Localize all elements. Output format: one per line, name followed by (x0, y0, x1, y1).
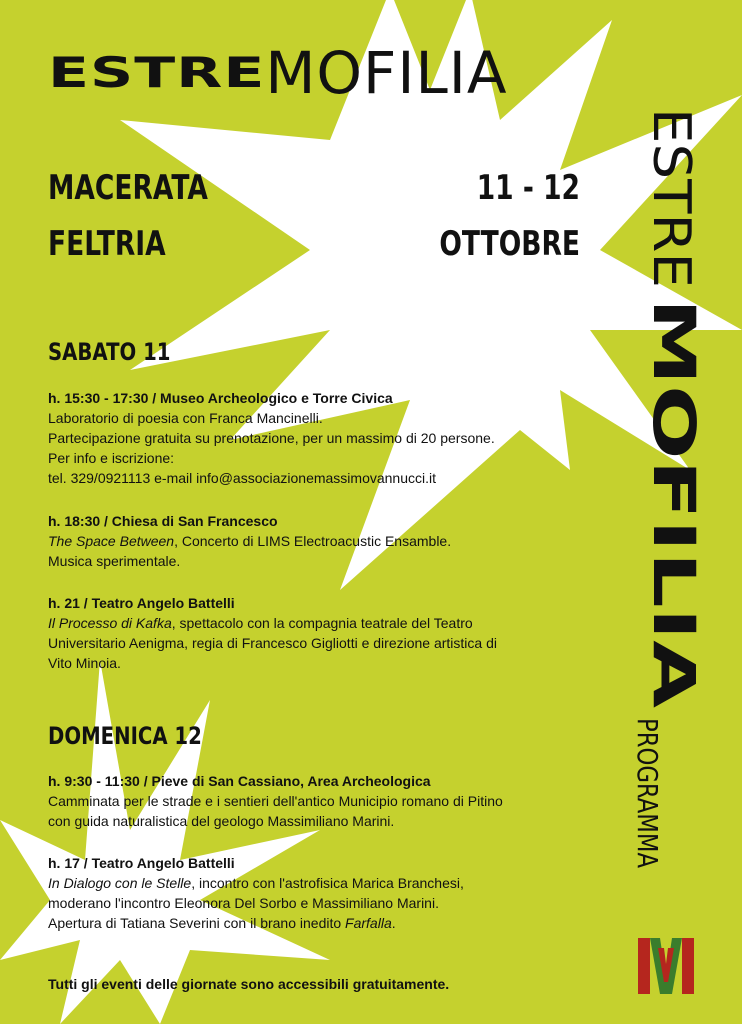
event-title-italic: Il Processo di Kafka (48, 615, 172, 631)
event-header: h. 18:30 / Chiesa di San Francesco (48, 513, 278, 529)
sunday-event-2 (48, 853, 608, 933)
event-line: Camminata per le strade e i sentieri dell'antico Municipio romano di Pitino (48, 793, 503, 809)
sunday-event-1 (48, 771, 608, 831)
small-star-shape (0, 660, 330, 1024)
event-line: moderano l'incontro Eleonora Del Sorbo e Massimiliano Marini. (48, 895, 439, 911)
saturday-event-3 (48, 593, 608, 673)
event-line: Partecipazione gratuita su prenotazione, per un massimo di 20 persone. (48, 430, 495, 446)
event-desc: , Concerto di LIMS Electroacustic Ensamble. (174, 533, 452, 549)
event-line (48, 613, 608, 633)
event-desc: Apertura di Tatiana Severini con il brano inedito (48, 915, 346, 931)
event-title-italic: In Dialogo con le Stelle (48, 875, 192, 891)
event-title-italic: The Space Between (48, 533, 175, 549)
event-line (48, 913, 608, 933)
saturday-event-1 (48, 388, 608, 488)
vertical-title (612, 108, 712, 868)
event-line: Universitario Aenigma, regia di Francesco Gigliotti e direzione artistica di (48, 635, 497, 651)
location-line2: FELTRIA (48, 224, 166, 264)
event-line (48, 873, 608, 893)
location-line1: MACERATA (48, 168, 208, 208)
festival-title (48, 38, 508, 108)
event-line: tel. 329/0921113 e-mail info@associazionemassimovannucci.it (48, 470, 437, 486)
saturday-heading: SABATO 11 (48, 338, 171, 366)
event-line: Per info e iscrizione: (48, 450, 175, 466)
dates-line1: 11 - 12 (476, 168, 580, 208)
event-line (48, 531, 608, 551)
saturday-event-2 (48, 511, 608, 571)
sunday-heading: DOMENICA 12 (48, 722, 202, 750)
title-light-part: MOFILIA (265, 39, 508, 107)
event-title-italic: Farfalla (345, 915, 392, 931)
event-desc: . (391, 915, 396, 931)
location (48, 160, 208, 272)
event-header: h. 21 / Teatro Angelo Battelli (48, 595, 235, 611)
vertical-subtitle: PROGRAMMA (631, 718, 664, 868)
event-desc: , incontro con l'astrofisica Marica Branchesi, (191, 875, 464, 891)
event-line: Laboratorio di poesia con Franca Mancinelli. (48, 410, 323, 426)
event-desc: , spettacolo con la compagnia teatrale del Teatro (171, 615, 473, 631)
event-header: h. 15:30 - 17:30 / Museo Archeologico e Torre Civica (48, 390, 393, 406)
event-header: h. 9:30 - 11:30 / Pieve di San Cassiano, Area Archeologica (48, 773, 431, 789)
footer-note: Tutti gli eventi delle giornate sono accessibili gratuitamente. (48, 976, 450, 992)
title-heavy-part: ESTRE (48, 48, 266, 98)
event-line: Musica sperimentale. (48, 553, 181, 569)
event-line: Vito Minoia. (48, 655, 121, 671)
dates (424, 160, 580, 272)
association-logo (638, 938, 694, 994)
logo-bar (638, 938, 650, 994)
event-header: h. 17 / Teatro Angelo Battelli (48, 855, 235, 871)
dates-line2: OTTOBRE (439, 224, 580, 264)
vertical-title-heavy: MOFILIA (640, 298, 708, 570)
vertical-title-light: ESTRE (641, 108, 701, 275)
logo-bar (682, 938, 694, 994)
event-line: con guida naturalistica del geologo Massimiliano Marini. (48, 813, 395, 829)
